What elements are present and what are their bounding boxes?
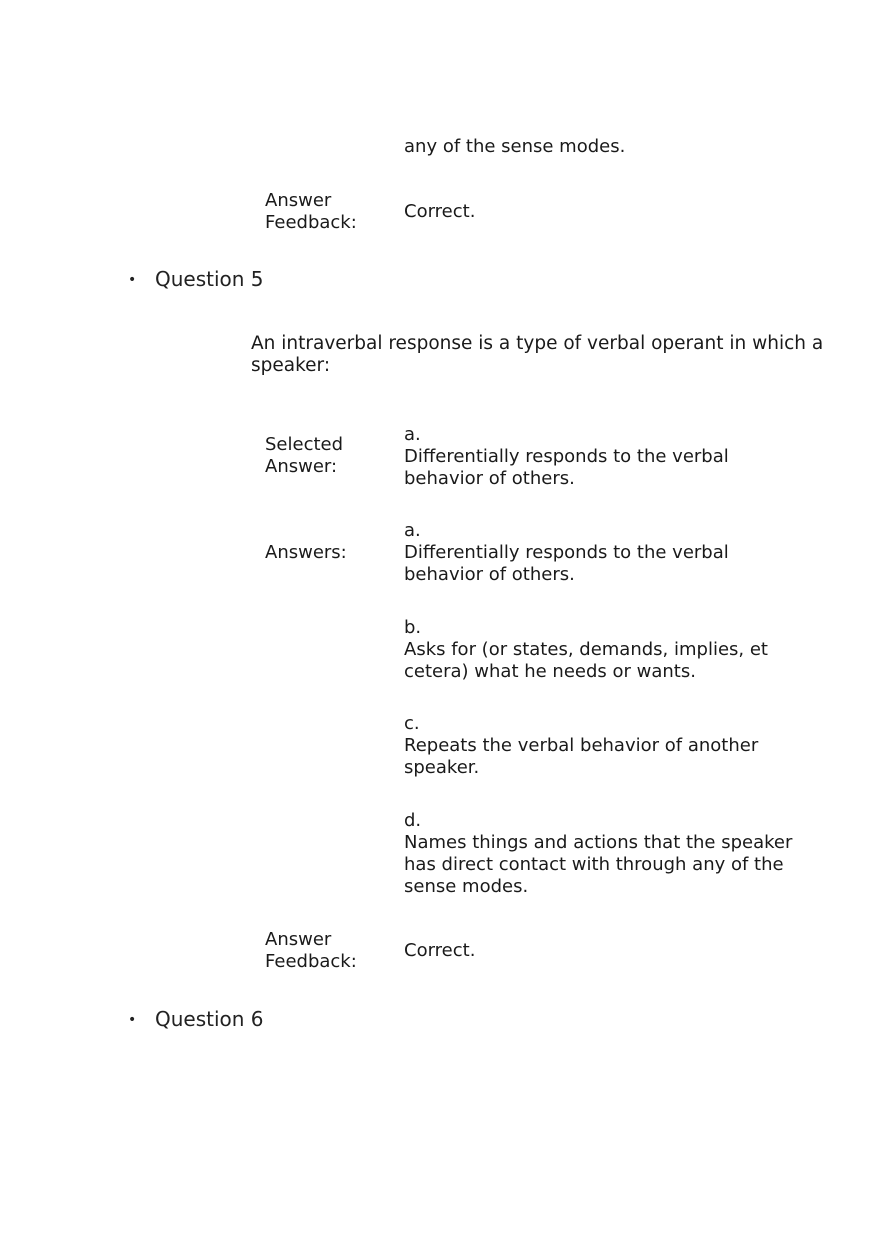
selected-answer-label: Selected Answer: bbox=[265, 434, 344, 477]
answer-option-d bbox=[404, 810, 794, 898]
answer-option-text: Names things and actions that the speaker has direct contact with through any of the sense modes. bbox=[404, 832, 793, 897]
answer-option-b bbox=[404, 617, 804, 683]
question-6-bullet: • bbox=[128, 1012, 137, 1028]
answer-option-text: Asks for (or states, demands, implies, et cetera) what he needs or wants. bbox=[404, 639, 768, 682]
question-6-heading[interactable]: Question 6 bbox=[155, 1007, 264, 1031]
question-5-bullet: • bbox=[128, 272, 137, 288]
answer-option-letter: a. bbox=[404, 520, 421, 541]
answer-option-c bbox=[404, 713, 794, 779]
answer-option-letter: d. bbox=[404, 810, 422, 831]
question-5-heading[interactable]: Question 5 bbox=[155, 267, 264, 291]
previous-feedback-value: Correct. bbox=[404, 201, 476, 222]
question-5-prompt: An intraverbal response is a type of verbal operant in which a speaker: bbox=[251, 333, 824, 376]
previous-feedback-label: Answer Feedback: bbox=[265, 190, 357, 233]
selected-answer bbox=[404, 424, 764, 490]
answer-feedback-label: Answer Feedback: bbox=[265, 929, 357, 972]
answers-label: Answers: bbox=[265, 542, 347, 563]
answer-option-text: Differentially responds to the verbal behavior of others. bbox=[404, 542, 729, 585]
answer-option-letter: c. bbox=[404, 713, 420, 734]
selected-answer-text: Differentially responds to the verbal behavior of others. bbox=[404, 446, 729, 489]
answer-feedback-value: Correct. bbox=[404, 940, 476, 961]
selected-answer-letter: a. bbox=[404, 424, 421, 445]
previous-answer-tail: any of the sense modes. bbox=[404, 136, 626, 157]
answer-option-a bbox=[404, 520, 764, 586]
answer-option-letter: b. bbox=[404, 617, 422, 638]
answer-option-text: Repeats the verbal behavior of another speaker. bbox=[404, 735, 759, 778]
